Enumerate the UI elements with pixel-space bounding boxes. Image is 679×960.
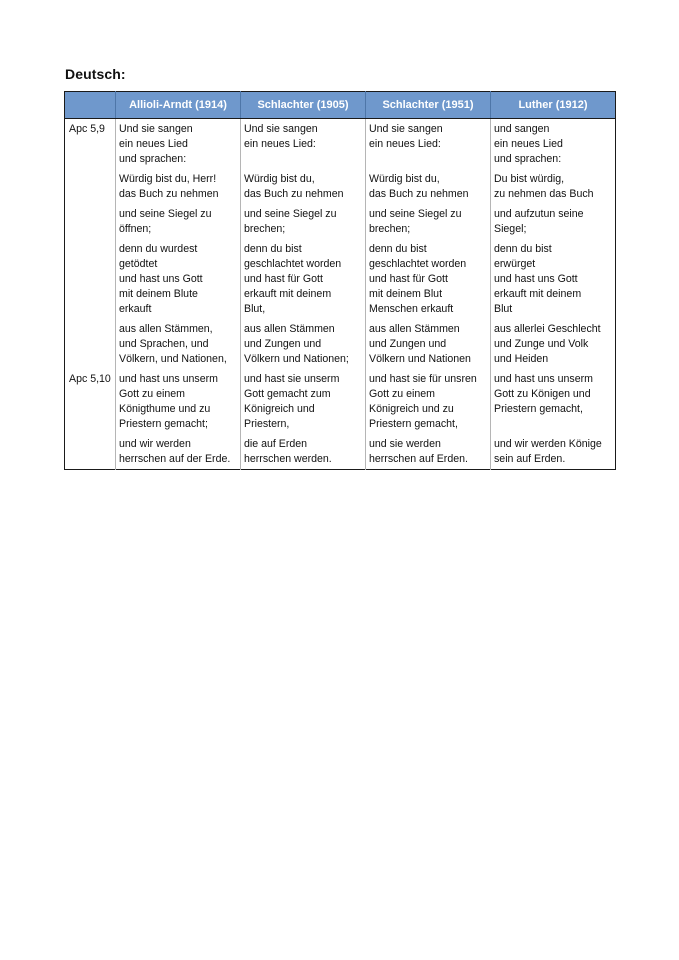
- cell-allioli-arndt: Und sie sangen ein neues Lied und sprachen:: [116, 119, 241, 170]
- cell-luther-1912: Du bist würdig, zu nehmen das Buch: [491, 169, 616, 204]
- cell-schlachter-1951: aus allen Stämmen und Zungen und Völkern und Nationen: [366, 319, 491, 369]
- cell-luther-1912: denn du bist erwürget und hast uns Gott erkauft mit deinem Blut: [491, 239, 616, 319]
- cell-luther-1912: und hast uns unserm Gott zu Königen und Priestern gemacht,: [491, 369, 616, 434]
- cell-schlachter-1905: und hast sie unserm Gott gemacht zum Königreich und Priestern,: [241, 369, 366, 434]
- header-luther-1912: Luther (1912): [491, 92, 616, 119]
- verse-reference: Apc 5,9: [69, 123, 105, 135]
- header-schlachter-1951: Schlachter (1951): [366, 92, 491, 119]
- cell-luther-1912: und wir werden Könige sein auf Erden.: [491, 434, 616, 470]
- verse-reference: [65, 434, 116, 470]
- cell-schlachter-1905: Würdig bist du, das Buch zu nehmen: [241, 169, 366, 204]
- verse-reference: Apc 5,10: [69, 373, 111, 385]
- translation-comparison-table: [64, 91, 616, 470]
- table-row: [65, 434, 616, 470]
- cell-allioli-arndt: und wir werden herrschen auf der Erde.: [116, 434, 241, 470]
- cell-schlachter-1905: und seine Siegel zu brechen;: [241, 204, 366, 239]
- table-row: [65, 169, 616, 204]
- cell-luther-1912: und aufzutun seine Siegel;: [491, 204, 616, 239]
- cell-allioli-arndt: und hast uns unserm Gott zu einem Königthume und zu Priestern gemacht;: [116, 369, 241, 434]
- header-allioli-arndt: Allioli-Arndt (1914): [116, 92, 241, 119]
- section-heading: Deutsch:: [65, 66, 126, 82]
- cell-allioli-arndt: aus allen Stämmen, und Sprachen, und Völkern, und Nationen,: [116, 319, 241, 369]
- verse-reference: [65, 204, 116, 239]
- table-row: [65, 369, 616, 434]
- cell-schlachter-1951: Würdig bist du, das Buch zu nehmen: [366, 169, 491, 204]
- cell-schlachter-1905: aus allen Stämmen und Zungen und Völkern und Nationen;: [241, 319, 366, 369]
- verse-reference: [65, 319, 116, 369]
- cell-allioli-arndt: denn du wurdest getödtet und hast uns Gott mit deinem Blute erkauft: [116, 239, 241, 319]
- cell-schlachter-1905: Und sie sangen ein neues Lied:: [241, 119, 366, 170]
- cell-allioli-arndt: und seine Siegel zu öffnen;: [116, 204, 241, 239]
- table-row: [65, 319, 616, 369]
- table-row: [65, 119, 616, 170]
- cell-schlachter-1905: die auf Erden herrschen werden.: [241, 434, 366, 470]
- table-row: [65, 204, 616, 239]
- cell-schlachter-1951: denn du bist geschlachtet worden und hast für Gott mit deinem Blut Menschen erkauft: [366, 239, 491, 319]
- cell-schlachter-1951: und sie werden herrschen auf Erden.: [366, 434, 491, 470]
- cell-schlachter-1951: und seine Siegel zu brechen;: [366, 204, 491, 239]
- header-row: [65, 92, 616, 119]
- cell-schlachter-1905: denn du bist geschlachtet worden und hast für Gott erkauft mit deinem Blut,: [241, 239, 366, 319]
- cell-schlachter-1951: Und sie sangen ein neues Lied:: [366, 119, 491, 170]
- header-reference: [65, 92, 116, 119]
- table-row: [65, 239, 616, 319]
- cell-luther-1912: aus allerlei Geschlecht und Zunge und Volk und Heiden: [491, 319, 616, 369]
- verse-reference: [65, 239, 116, 319]
- cell-luther-1912: und sangen ein neues Lied und sprachen:: [491, 119, 616, 170]
- verse-reference: [65, 169, 116, 204]
- cell-allioli-arndt: Würdig bist du, Herr! das Buch zu nehmen: [116, 169, 241, 204]
- cell-schlachter-1951: und hast sie für unsren Gott zu einem Königreich und zu Priestern gemacht,: [366, 369, 491, 434]
- header-schlachter-1905: Schlachter (1905): [241, 92, 366, 119]
